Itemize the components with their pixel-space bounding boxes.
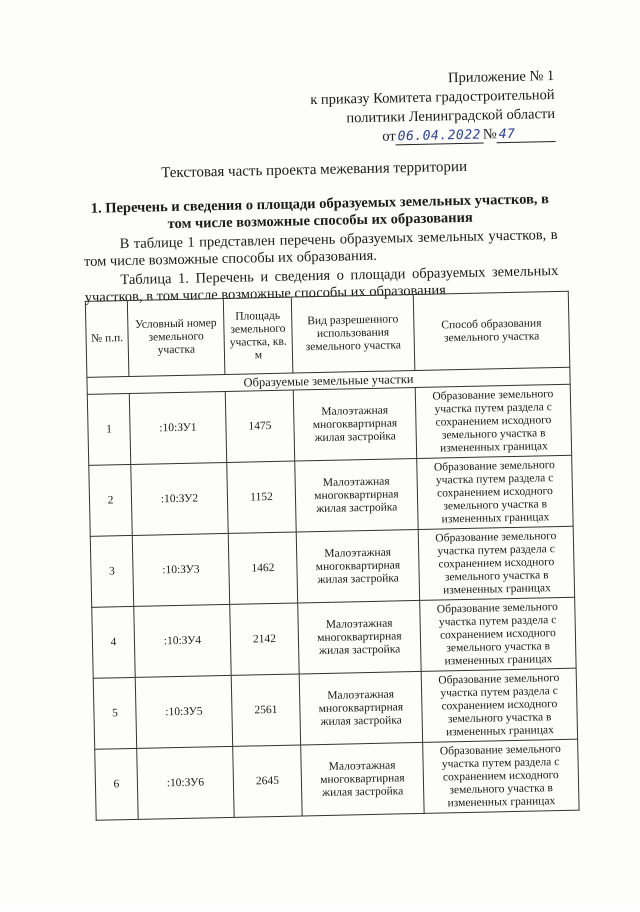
cell-code: :10:ЗУ3 <box>132 533 229 606</box>
cell-use: Малоэтажная многоквартирная жилая застройка <box>298 600 421 674</box>
cell-use: Малоэтажная многоквартирная жилая застройка <box>295 458 418 532</box>
cell-area: 2142 <box>230 603 299 675</box>
appendix-block <box>310 67 556 148</box>
handwritten-date: 06.04.2022 <box>397 127 482 145</box>
cell-code: :10:ЗУ6 <box>137 746 234 819</box>
cell-use: Малоэтажная многоквартирная жилая застройка <box>301 742 424 816</box>
appendix-line-3: политики Ленинградской области <box>346 106 556 127</box>
cell-area: 1152 <box>227 461 296 533</box>
table-row <box>93 668 577 749</box>
cell-number: 5 <box>93 677 136 749</box>
date-prefix: от <box>382 128 396 145</box>
appendix-line-2: к приказу Комитета градостроительной <box>310 87 555 109</box>
cell-number: 2 <box>89 464 132 536</box>
cell-area: 1475 <box>225 390 294 462</box>
cell-area: 1462 <box>228 532 297 604</box>
cell-use: Малоэтажная многоквартирная жилая застройка <box>296 529 419 603</box>
cell-number: 1 <box>87 393 130 465</box>
cell-method: Образование земельного участка путем раздела с сохранением исходного земельного участка в измененных границах <box>417 455 573 529</box>
cell-code: :10:ЗУ5 <box>135 675 232 748</box>
table-row <box>95 739 579 820</box>
table-caption: Таблица 1. Перечень и сведения о площади образуемых земельных участков, в том числе возможные способы их образования <box>84 262 559 306</box>
header-cell-number: № п.п. <box>85 301 129 378</box>
cell-method: Образование земельного участка путем раздела с сохранением исходного земельного участка в измененных границах <box>420 597 576 671</box>
handwritten-number: 47 <box>498 126 516 143</box>
section-heading: 1. Перечень и сведения о площади образуемых земельных участков, в том числе возможные способы их образования <box>90 191 550 233</box>
group-label: Образуемые земельные участки <box>87 367 570 394</box>
table-row <box>90 526 574 607</box>
number-prefix: № <box>482 126 497 143</box>
intro-paragraph: В таблице 1 представлен перечень образуемых земельных участков, в том числе возможные способы их образования. <box>83 226 558 270</box>
cell-number: 6 <box>95 748 138 820</box>
cell-number: 3 <box>90 535 133 607</box>
cell-method: Образование земельного участка путем раздела с сохранением исходного земельного участка в измененных границах <box>421 668 577 742</box>
cell-area: 2561 <box>231 674 300 746</box>
table-row <box>87 384 571 465</box>
header-cell-use: Вид разрешенного использования земельного участка <box>291 295 415 374</box>
header-cell-method: Способ образования земельного участка <box>413 291 570 370</box>
cell-code: :10:ЗУ2 <box>131 462 228 535</box>
cell-method: Образование земельного участка путем раздела с сохранением исходного земельного участка в измененных границах <box>415 384 571 458</box>
document-title: Текстовая часть проекта межевания территории <box>161 158 468 182</box>
table-header-row <box>85 291 569 377</box>
table-row <box>92 597 576 678</box>
header-cell-code: Условный номер земельного участка <box>127 298 225 376</box>
cell-number: 4 <box>92 606 135 678</box>
cell-method: Образование земельного участка путем раздела с сохранением исходного земельного участка в измененных границах <box>418 526 574 600</box>
cell-code: :10:ЗУ4 <box>134 604 231 677</box>
land-plots-table <box>85 291 580 821</box>
cell-code: :10:ЗУ1 <box>129 391 226 464</box>
cell-method: Образование земельного участка путем раздела с сохранением исходного земельного участка в измененных границах <box>423 739 579 813</box>
header-cell-area: Площадь земельного участка, кв. м <box>223 297 293 374</box>
cell-area: 2645 <box>233 745 302 817</box>
cell-use: Малоэтажная многоквартирная жилая застройка <box>299 671 422 745</box>
appendix-line-1: Приложение № 1 <box>447 68 555 87</box>
table-row <box>89 455 573 536</box>
cell-use: Малоэтажная многоквартирная жилая застройка <box>293 387 416 461</box>
